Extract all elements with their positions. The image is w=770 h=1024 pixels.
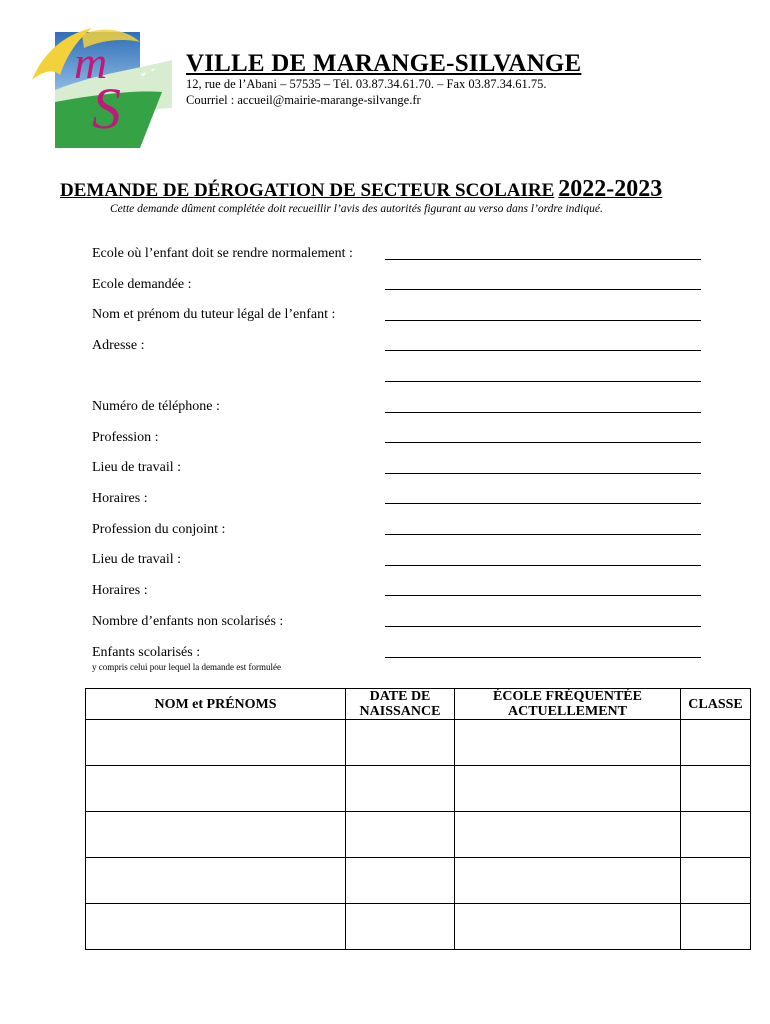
children-table: [85, 688, 751, 950]
field-label-requested-school: Ecole demandée :: [92, 277, 192, 292]
field-line-spouse-profession[interactable]: [385, 534, 701, 535]
cell-current-school[interactable]: [455, 720, 681, 766]
form-title-text: DEMANDE DE DÉROGATION DE SECTEUR SCOLAIRE: [60, 180, 555, 201]
table-row: [86, 858, 751, 904]
field-label-hours: Horaires :: [92, 491, 148, 506]
field-line-workplace[interactable]: [385, 473, 701, 474]
town-address: 12, rue de l’Abani – 57535 – Tél. 03.87.34.61.70. – Fax 03.87.34.61.75.: [186, 77, 547, 91]
cell-name[interactable]: [86, 766, 346, 812]
town-logo: [22, 20, 182, 148]
column-header-birthdate: DATE DE NAISSANCE: [346, 689, 455, 720]
field-line-spouse-hours[interactable]: [385, 595, 701, 596]
cell-class[interactable]: [681, 904, 751, 950]
cell-current-school[interactable]: [455, 858, 681, 904]
cell-birthdate[interactable]: [346, 858, 455, 904]
town-email: Courriel : accueil@mairie-marange-silvange.fr: [186, 93, 421, 107]
field-label-profession: Profession :: [92, 430, 159, 445]
logo-letter-s: S: [92, 76, 121, 141]
field-line-children-enrolled[interactable]: [385, 657, 701, 658]
field-label-address: Adresse :: [92, 338, 145, 353]
field-line-requested-school[interactable]: [385, 289, 701, 290]
field-label-workplace: Lieu de travail :: [92, 460, 182, 475]
table-row: [86, 812, 751, 858]
table-header-row: [86, 689, 751, 720]
cell-class[interactable]: [681, 720, 751, 766]
cell-name[interactable]: [86, 720, 346, 766]
field-line-hours[interactable]: [385, 503, 701, 504]
field-line-address-2[interactable]: [385, 381, 701, 382]
cell-class[interactable]: [681, 766, 751, 812]
field-line-profession[interactable]: [385, 442, 701, 443]
cell-current-school[interactable]: [455, 904, 681, 950]
cell-birthdate[interactable]: [346, 766, 455, 812]
cell-class[interactable]: [681, 812, 751, 858]
field-label-spouse-profession: Profession du conjoint :: [92, 522, 226, 537]
field-label-phone: Numéro de téléphone :: [92, 399, 220, 414]
field-line-children-not-enrolled[interactable]: [385, 626, 701, 627]
cell-current-school[interactable]: [455, 766, 681, 812]
field-line-normal-school[interactable]: [385, 259, 701, 260]
form-instructions: Cette demande dûment complétée doit recueillir l’avis des autorités figurant au verso dans l’ordre indiqué.: [110, 203, 603, 215]
cell-birthdate[interactable]: [346, 720, 455, 766]
field-line-phone[interactable]: [385, 412, 701, 413]
cell-name[interactable]: [86, 904, 346, 950]
cell-name[interactable]: [86, 858, 346, 904]
field-label-children-enrolled: Enfants scolarisés :: [92, 645, 201, 660]
field-label-spouse-hours: Horaires :: [92, 583, 148, 598]
field-label-normal-school: Ecole où l’enfant doit se rendre normalement :: [92, 246, 353, 261]
cell-birthdate[interactable]: [346, 904, 455, 950]
town-name: VILLE DE MARANGE-SILVANGE: [186, 50, 582, 77]
table-row: [86, 720, 751, 766]
field-label-spouse-workplace: Lieu de travail :: [92, 552, 182, 567]
cell-class[interactable]: [681, 858, 751, 904]
column-header-class: CLASSE: [681, 689, 751, 720]
field-line-spouse-workplace[interactable]: [385, 565, 701, 566]
school-year: 2022-2023: [558, 176, 663, 202]
column-header-current-school: ÉCOLE FRÉQUENTÉE ACTUELLEMENT: [455, 689, 681, 720]
field-label-children-not-enrolled: Nombre d’enfants non scolarisés :: [92, 614, 284, 629]
column-header-name: NOM et PRÉNOMS: [86, 689, 346, 720]
field-line-guardian-name[interactable]: [385, 320, 701, 321]
field-line-address-1[interactable]: [385, 350, 701, 351]
table-row: [86, 904, 751, 950]
cell-name[interactable]: [86, 812, 346, 858]
logo-letter-m: m: [74, 37, 108, 88]
field-label-guardian-name: Nom et prénom du tuteur légal de l’enfant :: [92, 307, 336, 322]
cell-birthdate[interactable]: [346, 812, 455, 858]
cell-current-school[interactable]: [455, 812, 681, 858]
children-enrolled-note: y compris celui pour lequel la demande est formulée: [92, 662, 281, 672]
form-title: [60, 176, 662, 203]
table-row: [86, 766, 751, 812]
